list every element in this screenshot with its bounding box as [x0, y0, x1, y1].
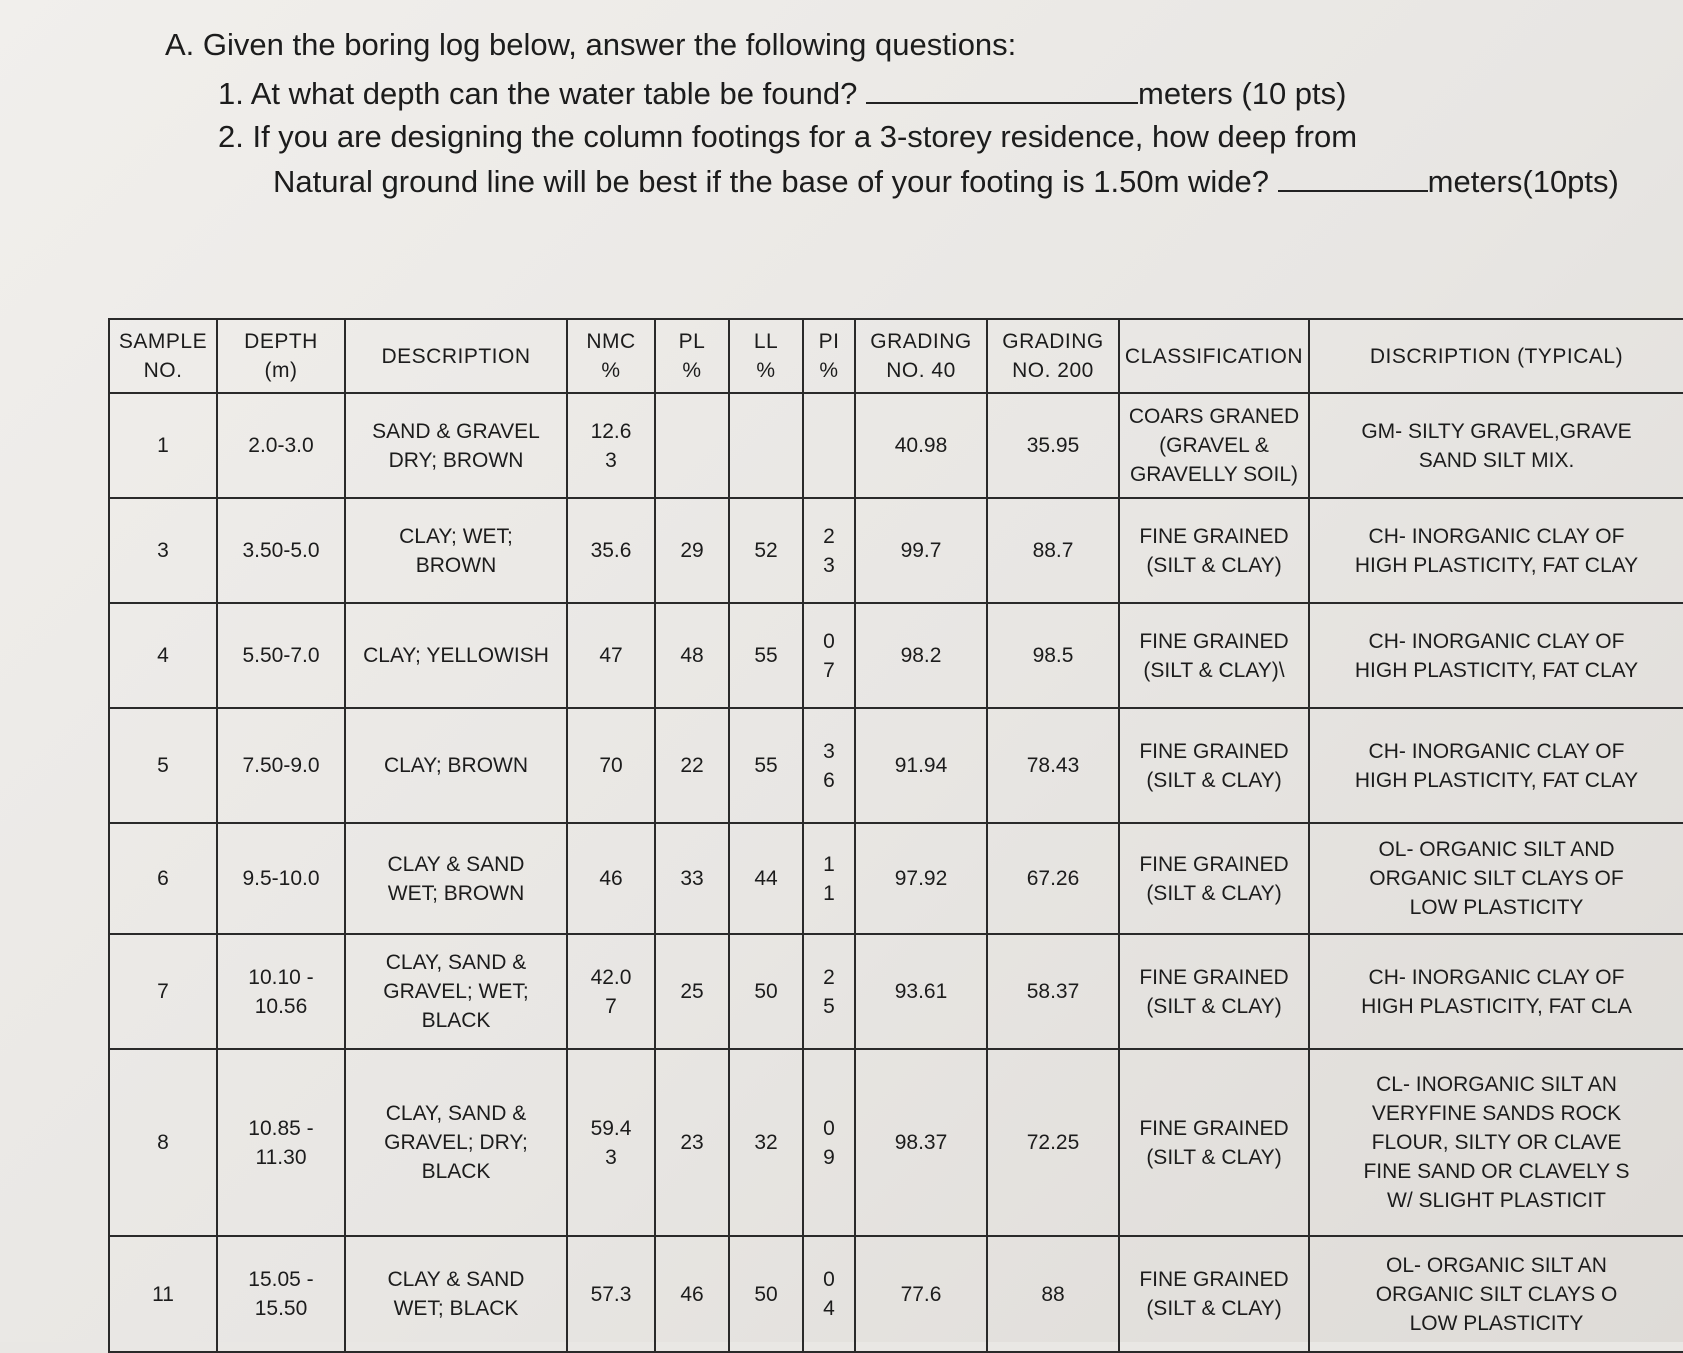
table-header-row: [109, 319, 1683, 393]
cell-pi: 3 6: [803, 708, 855, 823]
header-nmc: NMC %: [567, 319, 655, 393]
cell-grading-40: 91.94: [855, 708, 987, 823]
cell-classification: FINE GRAINED (SILT & CLAY)\: [1119, 603, 1309, 708]
cell-description-typical: OL- ORGANIC SILT AND ORGANIC SILT CLAYS OF LOW PLASTICITY: [1309, 823, 1683, 934]
cell-grading-40: 93.61: [855, 934, 987, 1049]
cell-grading-40: 98.2: [855, 603, 987, 708]
cell-ll: 44: [729, 823, 803, 934]
question-2-text-line2: Natural ground line will be best if the base of your footing is 1.50m wide?: [273, 164, 1270, 199]
cell-description: CLAY; WET; BROWN: [345, 498, 567, 603]
cell-grading-200: 58.37: [987, 934, 1119, 1049]
cell-description-typical: CH- INORGANIC CLAY OF HIGH PLASTICITY, FAT CLAY: [1309, 603, 1683, 708]
cell-sample-no: 5: [109, 708, 217, 823]
cell-ll: 52: [729, 498, 803, 603]
cell-pl: 33: [655, 823, 729, 934]
question-2: [218, 118, 1357, 156]
cell-grading-200: 88.7: [987, 498, 1119, 603]
table-row: [109, 498, 1683, 603]
cell-description: CLAY, SAND & GRAVEL; WET; BLACK: [345, 934, 567, 1049]
cell-classification: COARS GRANED (GRAVEL & GRAVELLY SOIL): [1119, 393, 1309, 498]
cell-description-typical: GM- SILTY GRAVEL,GRAVE SAND SILT MIX.: [1309, 393, 1683, 498]
cell-classification: FINE GRAINED (SILT & CLAY): [1119, 934, 1309, 1049]
header-grading-40: GRADING NO. 40: [855, 319, 987, 393]
cell-pi: [803, 393, 855, 498]
question-1-text: 1. At what depth can the water table be found?: [218, 76, 858, 111]
table-row: [109, 393, 1683, 498]
header-pi: PI %: [803, 319, 855, 393]
cell-sample-no: 1: [109, 393, 217, 498]
cell-pl: 22: [655, 708, 729, 823]
cell-pi: 2 3: [803, 498, 855, 603]
cell-description: SAND & GRAVEL DRY; BROWN: [345, 393, 567, 498]
header-grading-200: GRADING NO. 200: [987, 319, 1119, 393]
cell-depth: 9.5-10.0: [217, 823, 345, 934]
cell-depth: 2.0-3.0: [217, 393, 345, 498]
cell-grading-40: 98.37: [855, 1049, 987, 1236]
cell-grading-200: 72.25: [987, 1049, 1119, 1236]
cell-pi: 2 5: [803, 934, 855, 1049]
cell-ll: 50: [729, 934, 803, 1049]
cell-nmc: 59.4 3: [567, 1049, 655, 1236]
table-row: [109, 603, 1683, 708]
header-description-typical: DISCRIPTION (TYPICAL): [1309, 319, 1683, 393]
cell-grading-40: 99.7: [855, 498, 987, 603]
cell-description-typical: CH- INORGANIC CLAY OF HIGH PLASTICITY, FAT CLA: [1309, 934, 1683, 1049]
question-2-continued: [273, 160, 1619, 201]
cell-pi: 1 1: [803, 823, 855, 934]
cell-pl: 23: [655, 1049, 729, 1236]
cell-pl: 48: [655, 603, 729, 708]
cell-nmc: 42.0 7: [567, 934, 655, 1049]
table-row: [109, 708, 1683, 823]
cell-grading-40: 77.6: [855, 1236, 987, 1352]
header-pl: PL %: [655, 319, 729, 393]
cell-pl: [655, 393, 729, 498]
cell-ll: 55: [729, 603, 803, 708]
cell-grading-200: 67.26: [987, 823, 1119, 934]
cell-sample-no: 6: [109, 823, 217, 934]
cell-pi: 0 7: [803, 603, 855, 708]
cell-description-typical: OL- ORGANIC SILT AN ORGANIC SILT CLAYS O LOW PLASTICITY: [1309, 1236, 1683, 1352]
cell-nmc: 47: [567, 603, 655, 708]
cell-pl: 25: [655, 934, 729, 1049]
cell-depth: 5.50-7.0: [217, 603, 345, 708]
cell-pi: 0 4: [803, 1236, 855, 1352]
answer-blank-1[interactable]: [866, 72, 1138, 104]
cell-grading-200: 35.95: [987, 393, 1119, 498]
cell-grading-200: 78.43: [987, 708, 1119, 823]
cell-description-typical: CL- INORGANIC SILT AN VERYFINE SANDS ROCK FLOUR, SILTY OR CLAVE FINE SAND OR CLAVELY S W/ SLIGHT PLASTICIT: [1309, 1049, 1683, 1236]
cell-ll: 32: [729, 1049, 803, 1236]
header-sample-no: SAMPLE NO.: [109, 319, 217, 393]
cell-description: CLAY & SAND WET; BLACK: [345, 1236, 567, 1352]
table-row: [109, 1049, 1683, 1236]
cell-grading-200: 88: [987, 1236, 1119, 1352]
cell-nmc: 70: [567, 708, 655, 823]
cell-classification: FINE GRAINED (SILT & CLAY): [1119, 1049, 1309, 1236]
cell-description: CLAY; BROWN: [345, 708, 567, 823]
header-ll: LL %: [729, 319, 803, 393]
cell-grading-200: 98.5: [987, 603, 1119, 708]
question-1-suffix: meters (10 pts): [1138, 76, 1347, 111]
cell-nmc: 35.6: [567, 498, 655, 603]
cell-pl: 29: [655, 498, 729, 603]
question-2-suffix: meters(10pts): [1427, 164, 1619, 199]
header-depth: DEPTH (m): [217, 319, 345, 393]
cell-description: CLAY; YELLOWISH: [345, 603, 567, 708]
cell-grading-40: 97.92: [855, 823, 987, 934]
cell-sample-no: 11: [109, 1236, 217, 1352]
cell-pi: 0 9: [803, 1049, 855, 1236]
cell-nmc: 57.3: [567, 1236, 655, 1352]
cell-description: CLAY & SAND WET; BROWN: [345, 823, 567, 934]
cell-ll: [729, 393, 803, 498]
cell-sample-no: 7: [109, 934, 217, 1049]
table-row: [109, 823, 1683, 934]
cell-sample-no: 8: [109, 1049, 217, 1236]
cell-classification: FINE GRAINED (SILT & CLAY): [1119, 1236, 1309, 1352]
cell-classification: FINE GRAINED (SILT & CLAY): [1119, 708, 1309, 823]
answer-blank-2[interactable]: [1278, 160, 1428, 192]
cell-grading-40: 40.98: [855, 393, 987, 498]
cell-ll: 55: [729, 708, 803, 823]
question-1: [218, 72, 1346, 113]
cell-sample-no: 4: [109, 603, 217, 708]
cell-nmc: 12.6 3: [567, 393, 655, 498]
header-description: DESCRIPTION: [345, 319, 567, 393]
table-row: [109, 934, 1683, 1049]
header-classification: CLASSIFICATION: [1119, 319, 1309, 393]
cell-depth: 7.50-9.0: [217, 708, 345, 823]
cell-nmc: 46: [567, 823, 655, 934]
cell-depth: 10.10 - 10.56: [217, 934, 345, 1049]
cell-depth: 3.50-5.0: [217, 498, 345, 603]
cell-description: CLAY, SAND & GRAVEL; DRY; BLACK: [345, 1049, 567, 1236]
cell-description-typical: CH- INORGANIC CLAY OF HIGH PLASTICITY, FAT CLAY: [1309, 498, 1683, 603]
cell-classification: FINE GRAINED (SILT & CLAY): [1119, 498, 1309, 603]
question-2-text: 2. If you are designing the column footings for a 3-storey residence, how deep from: [218, 119, 1358, 154]
table-row: [109, 1236, 1683, 1352]
cell-ll: 50: [729, 1236, 803, 1352]
cell-description-typical: CH- INORGANIC CLAY OF HIGH PLASTICITY, FAT CLAY: [1309, 708, 1683, 823]
cell-classification: FINE GRAINED (SILT & CLAY): [1119, 823, 1309, 934]
boring-log-table: [108, 318, 1683, 1353]
cell-depth: 10.85 - 11.30: [217, 1049, 345, 1236]
cell-pl: 46: [655, 1236, 729, 1352]
cell-depth: 15.05 - 15.50: [217, 1236, 345, 1352]
question-header: A. Given the boring log below, answer the following questions:: [165, 27, 1017, 62]
cell-sample-no: 3: [109, 498, 217, 603]
